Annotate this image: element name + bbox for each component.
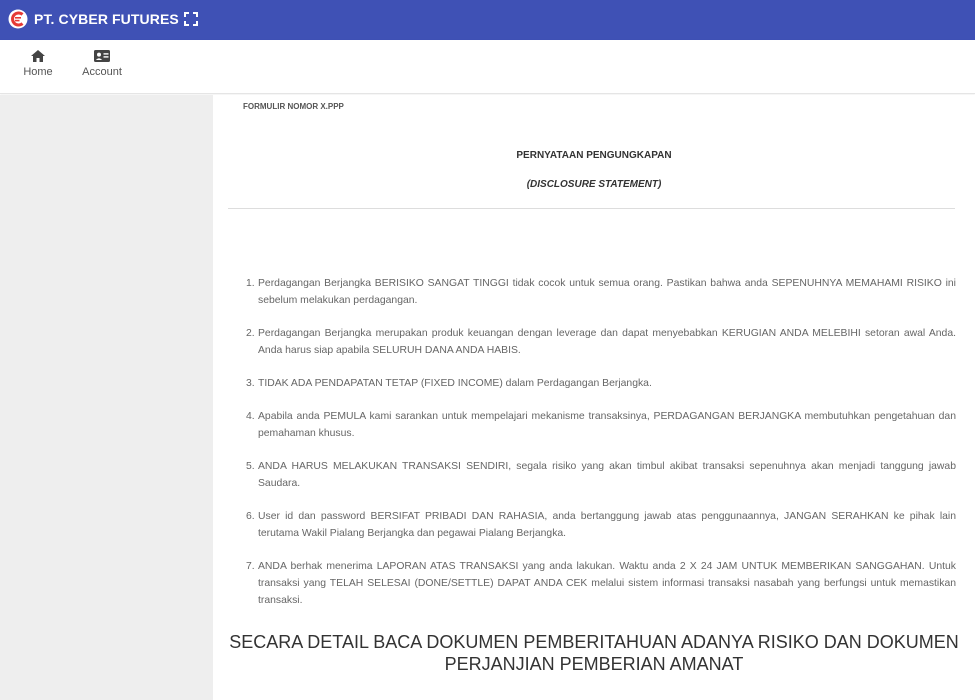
list-item-text: TIDAK ADA PENDAPATAN TETAP (FIXED INCOME) dalam Perdagangan Berjangka.	[258, 378, 652, 389]
list-item	[243, 508, 956, 542]
list-item-number: 6.	[246, 511, 255, 522]
fullscreen-icon[interactable]	[184, 12, 198, 26]
list-item-text: Perdagangan Berjangka BERISIKO SANGAT TINGGI tidak cocok untuk semua orang. Pastikan bahwa anda SEPENUHNYA MEMAHAMI RISIKO ini sebelum melakukan perdagangan.	[258, 278, 956, 306]
divider	[228, 208, 955, 209]
account-card-icon	[94, 50, 110, 62]
disclosure-list	[243, 275, 956, 625]
nav-home[interactable]	[18, 50, 58, 78]
nav-account-label: Account	[82, 66, 122, 78]
cyber-futures-logo[interactable]	[8, 9, 28, 29]
nav-home-label: Home	[23, 66, 53, 78]
list-item-text: Apabila anda PEMULA kami sarankan untuk mempelajari mekanisme transaksinya, PERDAGANGAN BERJANGKA membutuhkan pengetahuan dan pemahaman khusus.	[258, 411, 956, 439]
home-icon	[31, 50, 45, 62]
list-item-number: 3.	[246, 378, 255, 389]
form-number: FORMULIR NOMOR X.PPP	[243, 102, 344, 111]
nav-account[interactable]	[78, 50, 126, 78]
list-item-text: Perdagangan Berjangka merupakan produk keuangan dengan leverage dan dapat menyebabkan KERUGIAN ANDA MELEBIHI setoran awal Anda. Anda harus siap apabila SELURUH DANA ANDA HABIS.	[258, 328, 956, 356]
brand-name: PT. CYBER FUTURES	[34, 11, 179, 27]
list-item	[243, 375, 956, 392]
sidebar	[0, 95, 213, 700]
app-header	[0, 0, 975, 40]
list-item-number: 4.	[246, 411, 255, 422]
document-footer-heading: SECARA DETAIL BACA DOKUMEN PEMBERITAHUAN ADANYA RISIKO DAN DOKUMEN PERJANJIAN PEMBERIAN AMANAT	[229, 632, 959, 674]
list-item-text: User id dan password BERSIFAT PRIBADI DAN RAHASIA, anda bertanggung jawab atas penggunaannya, JANGAN SERAHKAN ke pihak lain terutama Wakil Pialang Berjangka dan pegawai Pialang Berjangka.	[258, 511, 956, 539]
list-item-number: 7.	[246, 561, 255, 572]
document-title: PERNYATAAN PENGUNGKAPAN	[516, 150, 672, 161]
list-item-number: 1.	[246, 278, 255, 289]
main-nav	[0, 40, 975, 94]
list-item	[243, 558, 956, 609]
list-item-text: ANDA berhak menerima LAPORAN ATAS TRANSAKSI yang anda lakukan. Waktu anda 2 X 24 JAM UNTUK MEMBERIKAN SANGGAHAN. Untuk transaksi yang TELAH SELESAI (DONE/SETTLE) DAPAT ANDA CEK melalui sistem informasi transaksi nasabah yang berfungsi untuk memastikan transaksi.	[258, 561, 956, 606]
document-subtitle: (DISCLOSURE STATEMENT)	[526, 179, 662, 190]
list-item	[243, 275, 956, 309]
list-item-text: ANDA HARUS MELAKUKAN TRANSAKSI SENDIRI, segala risiko yang akan timbul akibat transaksi sepenuhnya akan menjadi tanggung jawab Saudara.	[258, 461, 956, 489]
list-item-number: 2.	[246, 328, 255, 339]
document-panel[interactable]	[213, 95, 975, 700]
list-item	[243, 408, 956, 442]
list-item-number: 5.	[246, 461, 255, 472]
list-item	[243, 458, 956, 492]
list-item	[243, 325, 956, 359]
